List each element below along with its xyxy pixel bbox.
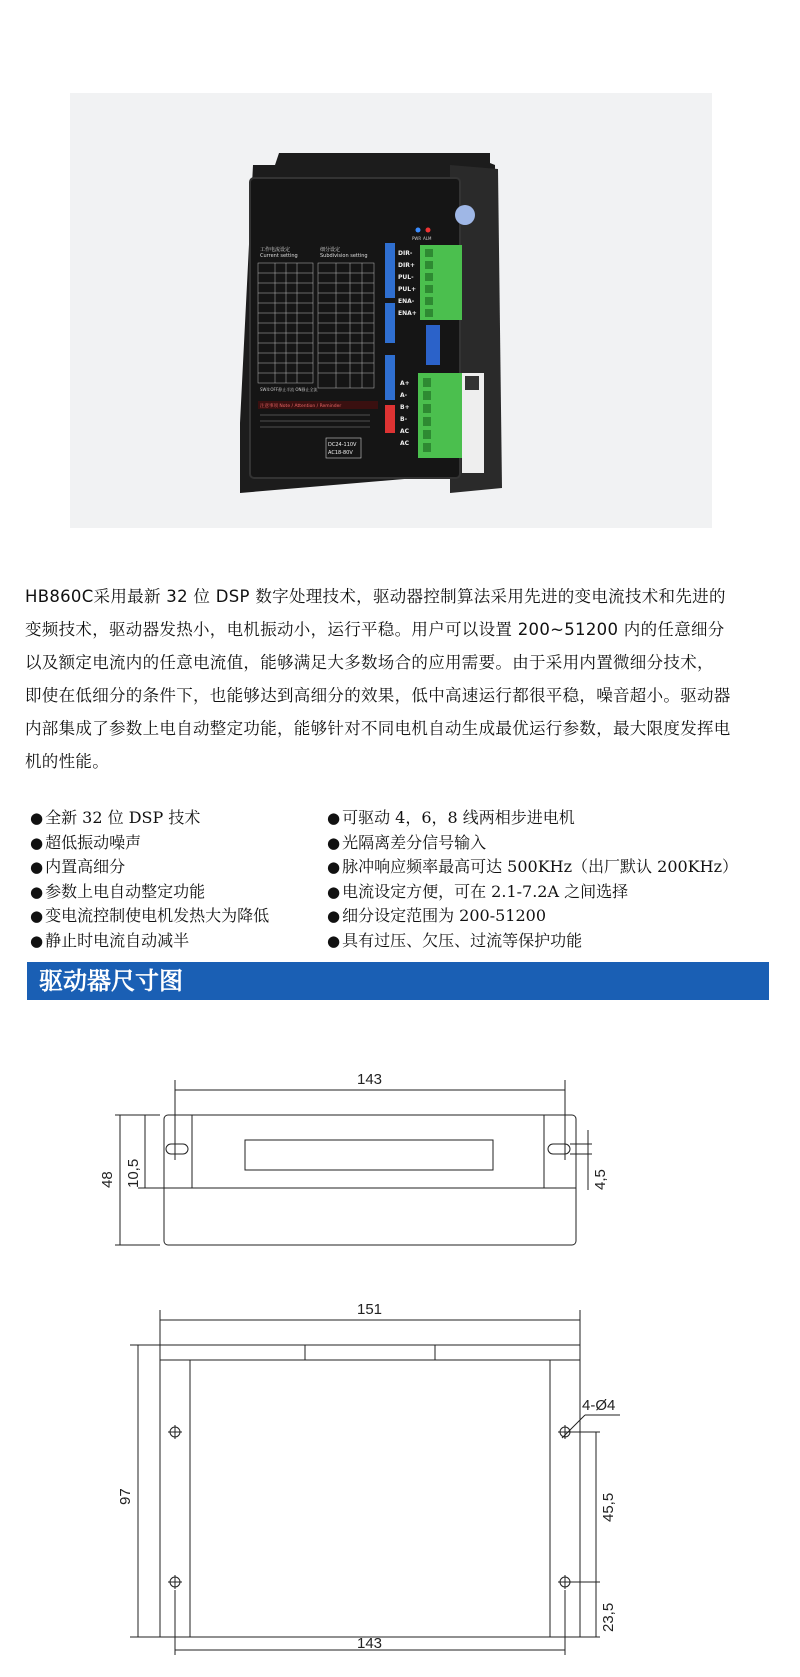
current-subtitle: Current setting [260, 253, 298, 259]
svg-text:PUL-: PUL- [398, 274, 414, 281]
dim-hole-offset: 23,5 [600, 1602, 617, 1632]
intro-line: 变频技术，驱动器发热小，电机振动小，运行平稳。用户可以设置 200~51200 内的任意细分 [25, 620, 725, 639]
intro-line: 即使在低细分的条件下，也能够达到高细分的效果，低中高速运行都很平稳，噪音超小。驱动器 [25, 686, 731, 705]
feature-item: ● 静止时电流自动减半 [30, 930, 190, 950]
feature-item: ● 内置高细分 [30, 857, 126, 876]
subdiv-subtitle: Subdivision setting [320, 253, 368, 259]
sw-note: SW4:OFF静止半流 ON静止全流 [260, 387, 318, 392]
dimension-drawing [100, 1060, 620, 1660]
product-photo [70, 93, 712, 528]
intro-paragraph [25, 580, 785, 778]
intro-line: 内部集成了参数上电自动整定功能，能够针对不同电机自动生成最优运行参数，最大限度发挥电 [25, 719, 731, 738]
dim-height-total: 48 [100, 1171, 116, 1188]
svg-text:A+: A+ [400, 380, 410, 387]
feature-item: ● 具有过压、欠压、过流等保护功能 [327, 930, 583, 950]
dim-hole-spacing: 45,5 [600, 1492, 617, 1522]
svg-text:PUL+: PUL+ [398, 286, 417, 293]
section-title: 驱动器尺寸图 [27, 962, 769, 1000]
svg-text:AC: AC [400, 428, 410, 435]
dim-holes: 4-Ø4 [582, 1397, 616, 1414]
mount-holes [168, 1425, 572, 1589]
feature-item: ● 参数上电自动整定功能 [30, 881, 206, 901]
intro-line: 以及额定电流内的任意电流值，能够满足大多数场合的应用需要。由于采用内置微细分技术， [25, 653, 714, 672]
feature-item: ● 脉冲响应频率最高可达 500KHz（出厂默认 200KHz） [327, 857, 739, 876]
dim-slot: 4,5 [592, 1169, 609, 1190]
svg-text:A-: A- [400, 392, 408, 399]
feature-list [30, 805, 790, 952]
voltage-ac: AC18-80V [328, 450, 353, 456]
dim-depth: 97 [117, 1488, 134, 1505]
alm-led [426, 228, 431, 233]
led-alm-label: ALM [423, 236, 432, 241]
feature-item: ● 光隔离差分信号输入 [327, 832, 487, 852]
feature-item: ● 变电流控制使电机发热大为降低 [30, 906, 270, 925]
feature-item: ● 细分设定范围为 200-51200 [327, 906, 547, 925]
dim-front-width: 151 [357, 1301, 383, 1318]
dim-height-inner: 10,5 [125, 1158, 142, 1188]
dim-bottom-width: 143 [357, 1635, 383, 1652]
current-title: 工作电流设定 [260, 247, 291, 253]
svg-text:ENA-: ENA- [398, 298, 415, 305]
svg-text:B+: B+ [400, 404, 410, 411]
dip-switch [426, 325, 440, 365]
svg-text:ENA+: ENA+ [398, 310, 417, 317]
feature-item: ● 全新 32 位 DSP 技术 [30, 808, 201, 827]
pwr-led [416, 228, 421, 233]
warning-label: 注意事项 Note / Attention / Reminder [260, 404, 342, 409]
svg-text:AC: AC [400, 440, 410, 447]
intro-line: 机的性能。 [25, 752, 109, 771]
feature-item: ● 电流设定方便，可在 2.1-7.2A 之间选择 [327, 881, 629, 901]
svg-text:DIR+: DIR+ [398, 262, 415, 269]
led-pwr-label: PWR [412, 236, 422, 241]
dim-top-width: 143 [357, 1071, 383, 1088]
intro-line: HB860C采用最新 32 位 DSP 数字处理技术，驱动器控制算法采用先进的变电流技术和先进的 [25, 587, 726, 606]
voltage-dc: DC24-110V [328, 442, 357, 448]
feature-item: ● 可驱动 4，6，8 线两相步进电机 [327, 808, 575, 827]
feature-item: ● 超低振动噪声 [30, 832, 142, 852]
svg-text:B-: B- [400, 416, 408, 423]
subdiv-title: 细分设定 [320, 247, 341, 253]
svg-text:DIR-: DIR- [398, 250, 413, 257]
